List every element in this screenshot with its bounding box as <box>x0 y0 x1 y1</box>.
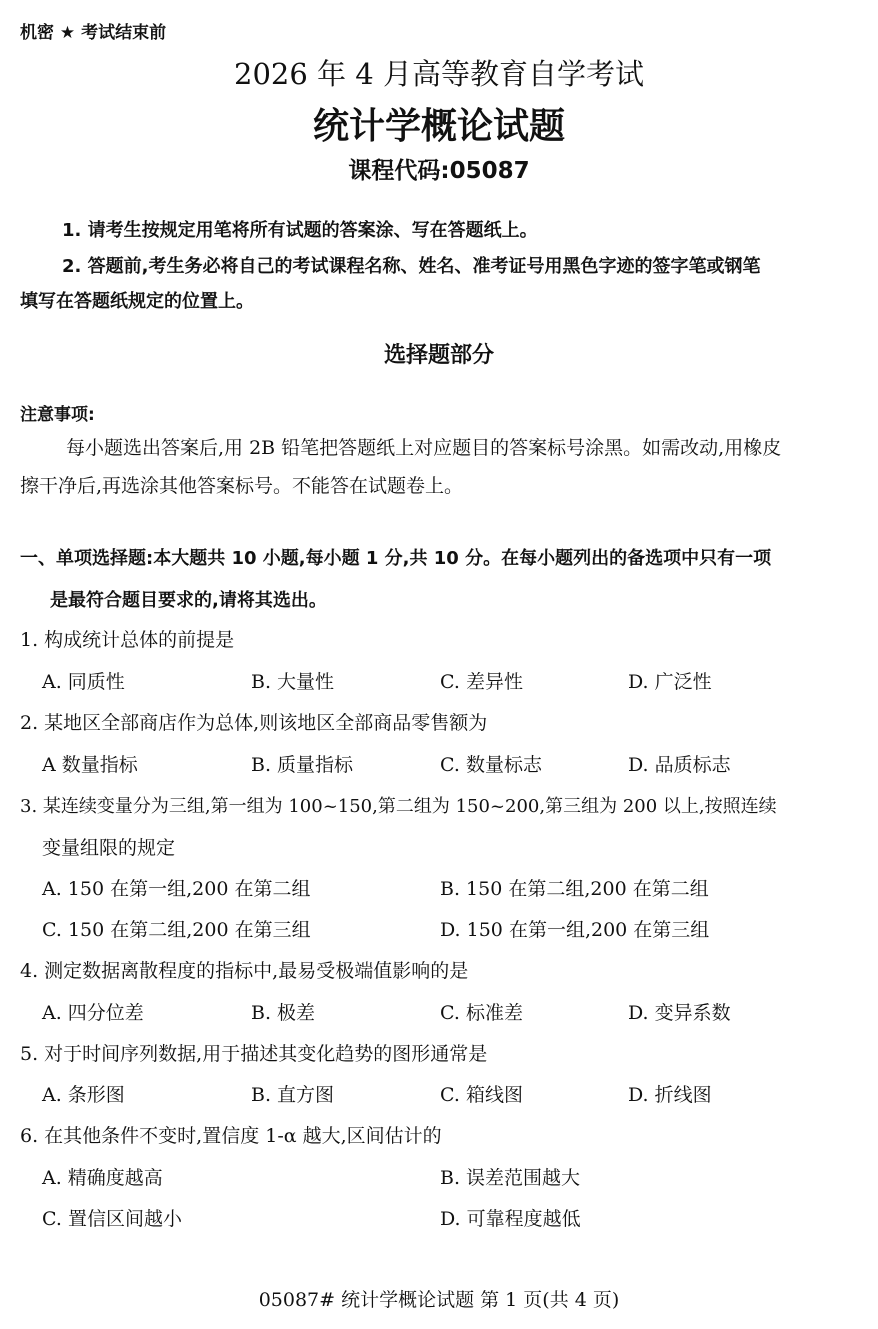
confidential-label: 机密 ★ 考试结束前 <box>20 23 167 43</box>
question-5-option-c: C. 箱线图 <box>440 1084 523 1106</box>
question-5-option-a: A. 条形图 <box>42 1084 125 1106</box>
question-3-option-a: A. 150 在第一组,200 在第二组 <box>42 878 311 900</box>
question-1-stem: 1. 构成统计总体的前提是 <box>20 629 235 651</box>
question-5-option-b: B. 直方图 <box>251 1084 335 1106</box>
question-1-option-c: C. 差异性 <box>440 671 523 693</box>
section-title: 选择题部分 <box>383 343 494 368</box>
subject-title: 统计学概论试题 <box>312 106 565 147</box>
question-2-option-c: C. 数量标志 <box>440 754 542 776</box>
part-heading-b: 是最符合题目要求的,请将其选出。 <box>50 590 327 611</box>
question-1-option-b: B. 大量性 <box>251 671 335 693</box>
question-3-option-d: D. 150 在第一组,200 在第三组 <box>440 919 710 941</box>
question-4-stem: 4. 测定数据离散程度的指标中,最易受极端值影响的是 <box>20 960 469 982</box>
question-2-option-b: B. 质量指标 <box>251 754 354 776</box>
question-2-option-a: A 数量指标 <box>42 754 138 776</box>
instruction-2a: 2. 答题前,考生务必将自己的考试课程名称、姓名、准考证号用黑色字迹的签字笔或钢笔 <box>62 256 761 277</box>
question-3-stem-cont: 变量组限的规定 <box>42 837 176 859</box>
notes-label: 注意事项: <box>20 405 95 425</box>
instruction-2b: 填写在答题纸规定的位置上。 <box>20 291 254 312</box>
question-2-stem: 2. 某地区全部商店作为总体,则该地区全部商品零售额为 <box>20 712 488 734</box>
question-2-option-d: D. 品质标志 <box>628 754 731 776</box>
question-4-option-b: B. 极差 <box>251 1002 316 1024</box>
question-3-option-c: C. 150 在第二组,200 在第三组 <box>42 919 311 941</box>
question-6-option-a: A. 精确度越高 <box>42 1167 163 1189</box>
notes-text-a: 每小题选出答案后,用 2B 铅笔把答题纸上对应题目的答案标号涂黑。如需改动,用橡皮 <box>66 437 782 459</box>
part-heading-a: 一、单项选择题:本大题共 10 小题,每小题 1 分,共 10 分。在每小题列出的备选项中只有一项 <box>20 548 772 569</box>
page-footer: 05087# 统计学概论试题 第 1 页(共 4 页) <box>258 1289 620 1311</box>
question-6-option-d: D. 可靠程度越低 <box>440 1208 581 1230</box>
question-5-option-d: D. 折线图 <box>628 1084 712 1106</box>
question-1-option-d: D. 广泛性 <box>628 671 712 693</box>
instruction-1: 1. 请考生按规定用笔将所有试题的答案涂、写在答题纸上。 <box>62 220 538 241</box>
question-6-option-c: C. 置信区间越小 <box>42 1208 182 1230</box>
question-3-stem: 3. 某连续变量分为三组,第一组为 100~150,第二组为 150~200,第三组为 200 以上,按照连续 <box>20 796 777 817</box>
notes-text-b: 擦干净后,再选涂其他答案标号。不能答在试题卷上。 <box>20 475 464 497</box>
question-6-option-b: B. 误差范围越大 <box>440 1167 581 1189</box>
question-4-option-a: A. 四分位差 <box>42 1002 144 1024</box>
question-6-stem: 6. 在其他条件不变时,置信度 1-α 越大,区间估计的 <box>20 1125 442 1147</box>
question-4-option-d: D. 变异系数 <box>628 1002 731 1024</box>
exam-title: 2026 年 4 月高等教育自学考试 <box>234 57 644 91</box>
question-3-option-b: B. 150 在第二组,200 在第二组 <box>440 878 709 900</box>
question-4-option-c: C. 标准差 <box>440 1002 523 1024</box>
course-code: 课程代码:05087 <box>348 158 530 184</box>
question-1-option-a: A. 同质性 <box>42 671 125 693</box>
question-5-stem: 5. 对于时间序列数据,用于描述其变化趋势的图形通常是 <box>20 1043 488 1065</box>
